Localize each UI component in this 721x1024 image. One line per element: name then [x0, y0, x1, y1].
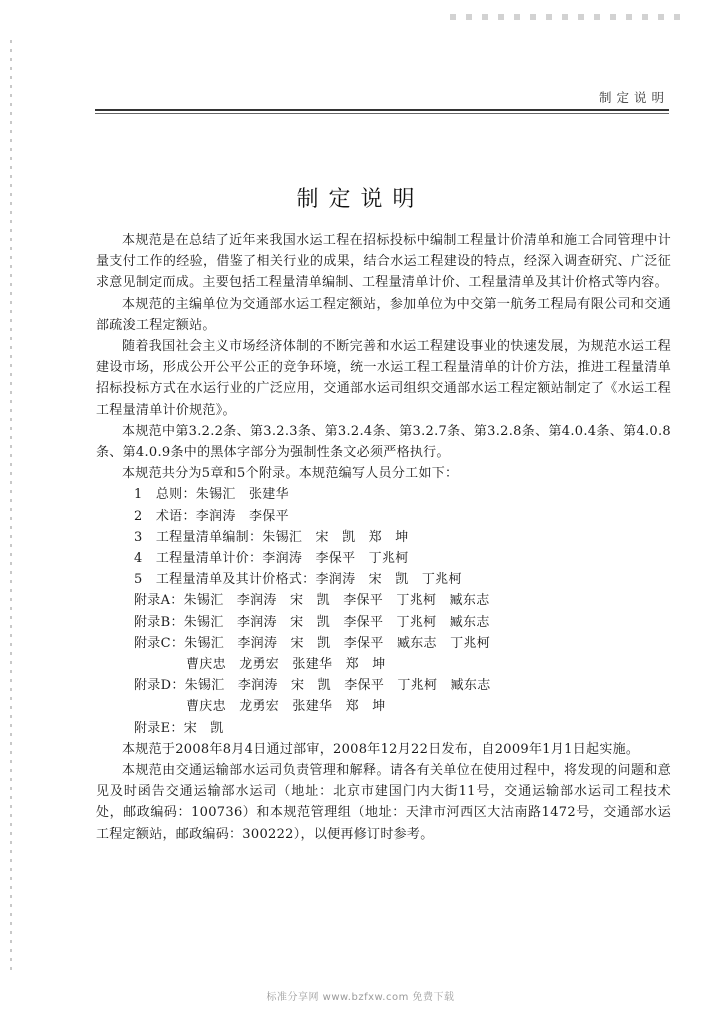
author-assignment-list [96, 484, 671, 738]
watermark: 标准分享网 www.bzfxw.com 免费下载 [266, 992, 455, 1003]
paragraph-contact: 本规范由交通运输部水运司负责管理和解释。请各有关单位在使用过程中，将发现的问题和意见及时函告交通运输部水运司（地址：北京市建国门内大街11号，交通运输部水运司工程技术处，邮政编码：100736）和本规范管理组（地址：天津市河西区大沽南路1472号，交通部水运工程定额站，邮政编码：300222），以便再修订时参考。 [96, 763, 671, 842]
paragraph: 本规范的主编单位为交通部水运工程定额站，参加单位为中交第一航务工程局有限公司和交通部疏浚工程定额站。 [96, 296, 671, 333]
assignment-appendix-b: 附录B：朱锡汇 李润涛 宋 凯 李保平 丁兆柯 臧东志 [134, 614, 490, 630]
paragraph-approval: 本规范于2008年8月4日通过部审，2008年12月22日发布，自2009年1月1日起实施。 [122, 741, 640, 757]
assignment-appendix-d-continued: 曹庆忠 龙勇宏 张建华 郑 坤 [186, 699, 386, 715]
assignment-chapter-1: 1 总则：朱锡汇 张建华 [134, 487, 289, 503]
header-rule-thin [95, 113, 669, 114]
assignment-chapter-4: 4 工程量清单计价：李润涛 李保平 丁兆柯 [134, 551, 409, 567]
body-text [96, 230, 671, 845]
binding-edge-marks [10, 40, 12, 970]
assignment-appendix-a: 附录A：朱锡汇 李润涛 宋 凯 李保平 丁兆柯 臧东志 [134, 593, 490, 609]
assignment-appendix-e: 附录E：宋 凯 [134, 720, 224, 736]
paragraph: 本规范是在总结了近年来我国水运工程在招标投标中编制工程量计价清单和施工合同管理中计量支付工作的经验，借鉴了相关行业的成果，结合水运工程建设的特点，经深入调查研究、广泛征求意见制定而成。主要包括工程量清单编制、工程量清单计价、工程量清单及其计价格式等内容。 [96, 233, 671, 291]
header-rule [95, 109, 669, 111]
assignment-appendix-c-continued: 曹庆忠 龙勇宏 张建华 郑 坤 [186, 657, 386, 673]
assignment-appendix-c: 附录C：朱锡汇 李润涛 宋 凯 李保平 臧东志 丁兆柯 [134, 635, 491, 651]
assignment-appendix-d: 附录D：朱锡汇 李润涛 宋 凯 李保平 丁兆柯 臧东志 [134, 678, 491, 694]
assignment-chapter-3: 3 工程量清单编制：朱锡汇 宋 凯 郑 坤 [134, 529, 409, 545]
paragraph: 本规范中第3.2.2条、第3.2.3条、第3.2.4条、第3.2.7条、第3.2.8条、第4.0.4条、第4.0.8条、第4.0.9条中的黑体字部分为强制性条文必须严格执行。 [96, 423, 671, 461]
page-title: 制定说明 [296, 187, 425, 212]
assignment-chapter-2: 2 术语：李润涛 李保平 [134, 508, 289, 524]
paragraph: 随着我国社会主义市场经济体制的不断完善和水运工程建设事业的快速发展，为规范水运工程建设市场，形成公开公平公正的竞争环境，统一水运工程工程量清单的计价方法，推进工程量清单招标投标方式在水运行业的广泛应用，交通部水运司组织交通部水运工程定额站制定了《水运工程工程量清单计价规范》。 [96, 339, 671, 418]
running-head: 制定说明 [598, 90, 669, 105]
assignment-chapter-5: 5 工程量清单及其计价格式：李润涛 宋 凯 丁兆柯 [134, 572, 462, 588]
paragraph: 本规范共分为5章和5个附录。本规范编写人员分工如下： [122, 466, 459, 482]
top-edge-marks [450, 14, 680, 20]
